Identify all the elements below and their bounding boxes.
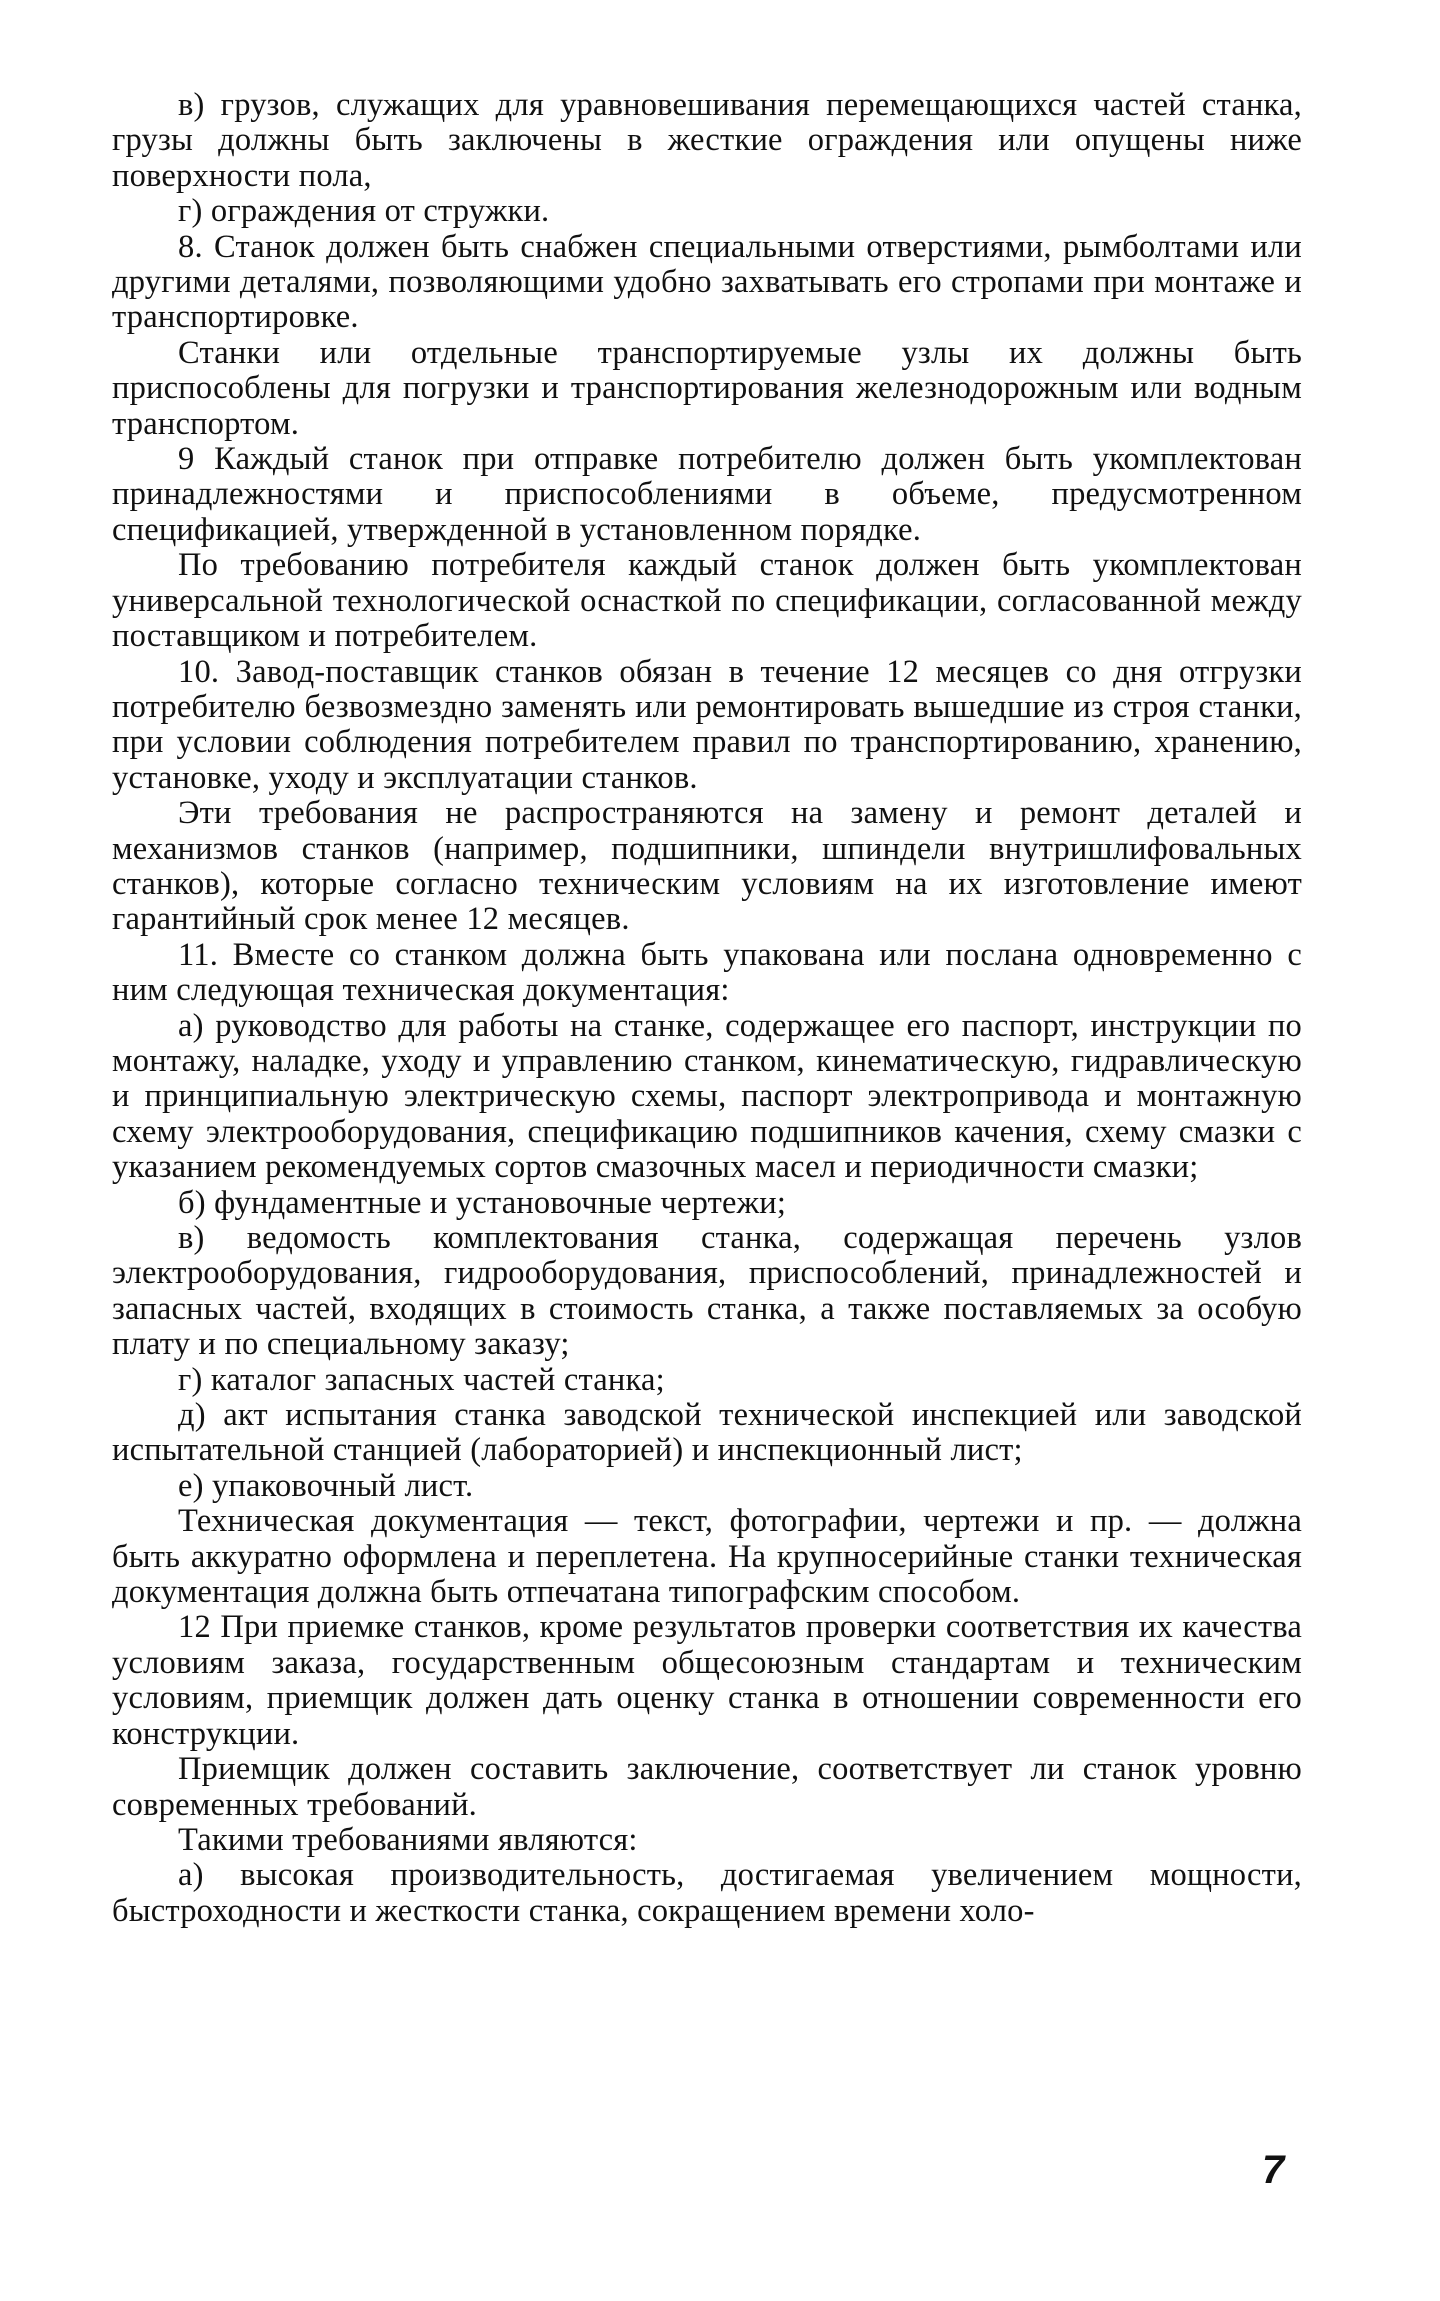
paragraph: Станки или отдельные транспортируемые узлы их должны быть приспособлены для погрузки и транспортирования железнодорожным или водным транспортом. bbox=[112, 334, 1302, 442]
paragraph: 9 Каждый станок при отправке потребителю должен быть укомплектован принадлежностями и приспособлениями в объеме, предусмотренном спецификацией, утвержденной в установленном порядке. bbox=[112, 441, 1302, 548]
paragraph: 11. Вместе со станком должна быть упакована или послана одновременно с ним следующая техническая документация: bbox=[112, 936, 1302, 1009]
paragraph: а) высокая производительность, достигаемая увеличением мощности, быстроходности и жесткости станка, сокращением времени холо- bbox=[112, 1857, 1302, 1929]
paragraph: 10. Завод-поставщик станков обязан в течение 12 месяцев со дня отгрузки потребителю безвозмездно заменять или ремонтировать вышедшие из строя станки, при условии соблюдения потребителем правил по транспортированию, хранению, установке, уходу и эксплуатации станков. bbox=[112, 653, 1302, 796]
page-number: 7 bbox=[1262, 2148, 1285, 2192]
paragraph: Такими требованиями являются: bbox=[178, 1821, 638, 1858]
paragraph: Эти требования не распространяются на замену и ремонт деталей и механизмов станков (например, подшипники, шпиндели внутришлифовальных станков), которые согласно техническим условиям на их изготовление имеют гарантийный срок менее 12 месяцев. bbox=[112, 795, 1302, 938]
paragraph: е) упаковочный лист. bbox=[178, 1467, 474, 1504]
paragraph: б) фундаментные и установочные чертежи; bbox=[178, 1184, 787, 1221]
paragraph: Техническая документация — текст, фотографии, чертежи и пр. — должна быть аккуратно оформлена и переплетена. На крупносерийные станки техническая документация должна быть отпечатана типографским способом. bbox=[112, 1503, 1302, 1611]
paragraph: По требованию потребителя каждый станок должен быть укомплектован универсальной технологической оснасткой по спецификации, согласованной между поставщиком и потребителем. bbox=[112, 547, 1302, 655]
paragraph: г) каталог запасных частей станка; bbox=[178, 1361, 665, 1398]
paragraph: д) акт испытания станка заводской технической инспекцией или заводской испытательной станцией (лабораторией) и инспекционный лист; bbox=[112, 1397, 1302, 1469]
paragraph: г) ограждения от стружки. bbox=[178, 193, 550, 230]
paragraph: в) грузов, служащих для уравновешивания перемещающихся частей станка, грузы должны быть заключены в жесткие ограждения или опущены ниже поверхности пола, bbox=[112, 87, 1302, 194]
paragraph: 12 При приемке станков, кроме результатов проверки соответствия их качества условиям заказа, государственным общесоюзным стандартам и техническим условиям, приемщик должен дать оценку станка в отношении современности его конструкции. bbox=[112, 1609, 1302, 1752]
paragraph: 8. Станок должен быть снабжен специальными отверстиями, рымболтами или другими деталями, позволяющими удобно захватывать его стропами при монтаже и транспортировке. bbox=[112, 228, 1302, 336]
paragraph: Приемщик должен составить заключение, соответствует ли станок уровню современных требований. bbox=[112, 1751, 1302, 1823]
paragraph: в) ведомость комплектования станка, содержащая перечень узлов электрооборудования, гидрооборудования, приспособлений, принадлежностей и запасных частей, входящих в стоимость станка, а также поставляемых за особую плату и по специальному заказу; bbox=[112, 1220, 1302, 1363]
paragraph: а) руководство для работы на станке, содержащее его паспорт, инструкции по монтажу, наладке, уходу и управлению станком, кинематическую, гидравлическую и принципиальную электрическую схемы, паспорт электропривода и монтажную схему электрооборудования, спецификацию подшипников качения, схему смазки с указанием рекомендуемых сортов смазочных масел и периодичности смазки; bbox=[112, 1007, 1302, 1186]
body-text bbox=[112, 88, 1302, 1929]
